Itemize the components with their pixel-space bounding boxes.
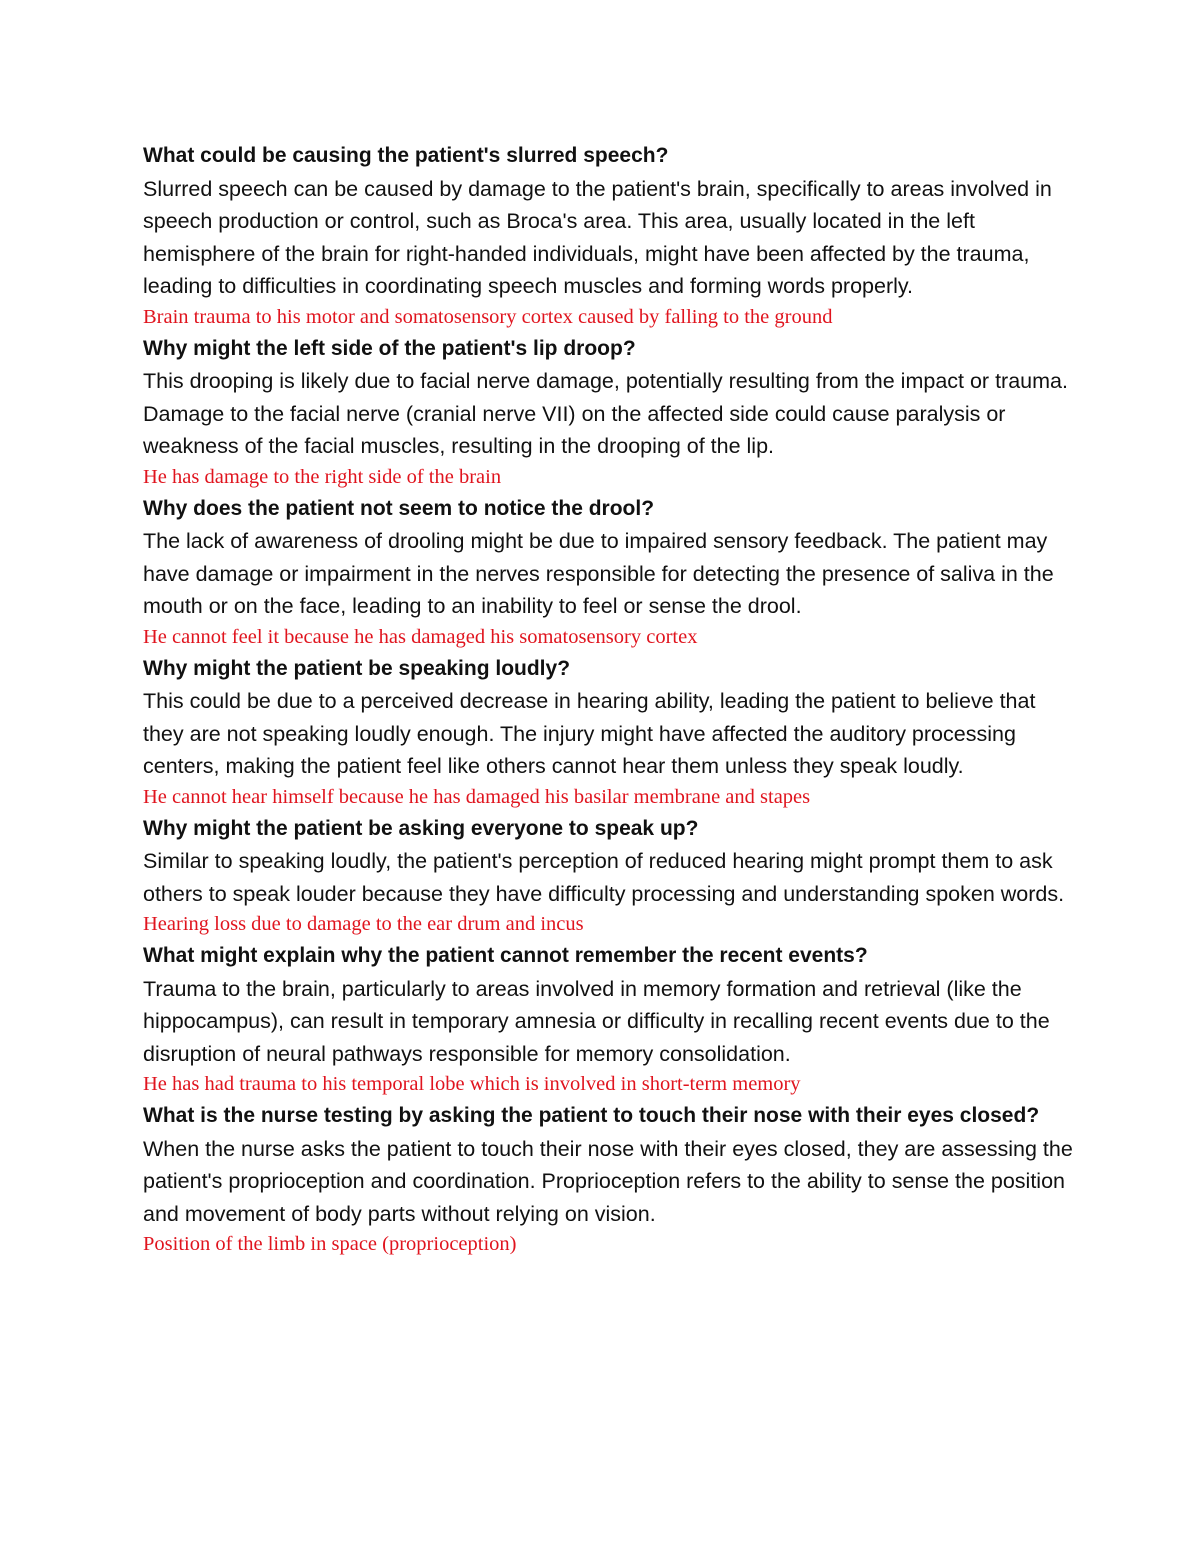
handwritten-note: He has damage to the right side of the brain [143,465,502,488]
question-heading: What is the nurse testing by asking the patient to touch their nose with their eyes closed? [143,1104,1040,1127]
qa-section-slurred-speech [143,140,1073,332]
document-page [143,140,1073,1260]
question-heading: Why does the patient not seem to notice the drool? [143,496,655,520]
answer-paragraph: This could be due to a perceived decrease in hearing ability, leading the patient to believe that they are not speaking loudly enough. The injury might have affected the auditory processing centers, making the patient feel like others cannot hear them unless they speak loudly. [143,689,1036,778]
handwritten-note: Hearing loss due to damage to the ear drum and incus [143,913,584,935]
handwritten-note: He cannot hear himself because he has damaged his basilar membrane and stapes [143,785,811,808]
qa-section-lip-droop [143,333,1073,492]
question-heading: Why might the patient be speaking loudly? [143,656,571,680]
qa-section-nose-test [143,1100,1073,1259]
answer-paragraph: When the nurse asks the patient to touch their nose with their eyes closed, they are assessing the patient's proprioception and coordination. Proprioception refers to the ability to sense the position and movement of body parts without relying on vision. [143,1136,1073,1226]
qa-section-speak-up [143,813,1073,940]
qa-section-drool [143,493,1073,652]
answer-paragraph: This drooping is likely due to facial nerve damage, potentially resulting from the impact or trauma. Damage to the facial nerve (cranial nerve VII) on the affected side could cause paralysis or weakness of the facial muscles, resulting in the drooping of the lip. [143,369,1068,458]
handwritten-note: He has had trauma to his temporal lobe which is involved in short-term memory [143,1073,801,1095]
question-heading: Why might the left side of the patient's lip droop? [143,336,636,360]
handwritten-note: Position of the limb in space (proprioception) [143,1233,517,1255]
question-heading: Why might the patient be asking everyone to speak up? [143,816,699,840]
question-heading: What might explain why the patient cannot remember the recent events? [143,944,868,967]
question-heading: What could be causing the patient's slurred speech? [143,144,669,167]
qa-section-memory [143,940,1073,1099]
handwritten-note: Brain trauma to his motor and somatosensory cortex caused by falling to the ground [143,305,833,328]
handwritten-note: He cannot feel it because he has damaged his somatosensory cortex [143,625,698,648]
answer-paragraph: Trauma to the brain, particularly to areas involved in memory formation and retrieval (like the hippocampus), can result in temporary amnesia or difficulty in recalling recent events due to the disruption of neural pathways responsible for memory consolidation. [143,976,1050,1066]
answer-paragraph: The lack of awareness of drooling might be due to impaired sensory feedback. The patient may have damage or impairment in the nerves responsible for detecting the presence of saliva in the mouth or on the face, leading to an inability to feel or sense the drool. [143,529,1054,618]
qa-section-speaking-loudly [143,653,1073,812]
answer-paragraph: Similar to speaking loudly, the patient's perception of reduced hearing might prompt them to ask others to speak louder because they have difficulty processing and understanding spoken words. [143,849,1065,906]
answer-paragraph: Slurred speech can be caused by damage to the patient's brain, specifically to areas involved in speech production or control, such as Broca's area. This area, usually located in the left hemisphere of the brain for right-handed individuals, might have been affected by the trauma, leading to difficulties in coordinating speech muscles and forming words properly. [143,176,1052,298]
